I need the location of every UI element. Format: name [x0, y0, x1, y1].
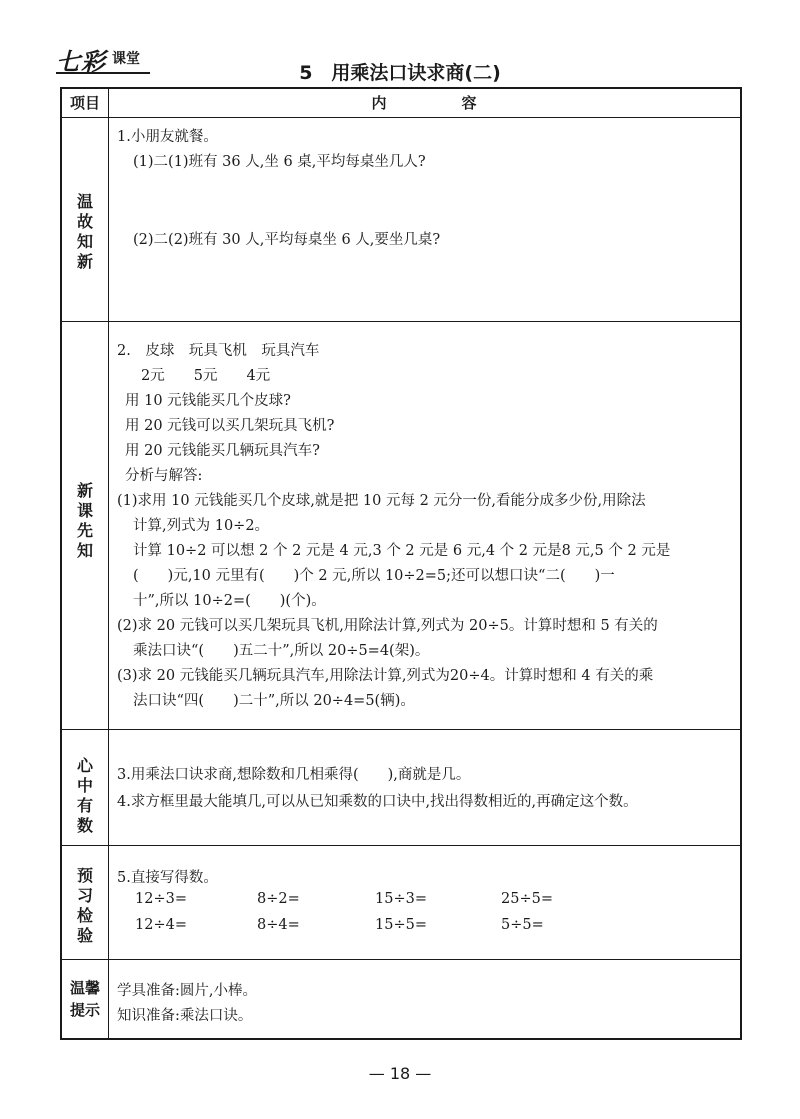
analysis-text: ( )元,10 元里有( )个 2 元,所以 10÷2=5;还可以想口诀“二( )一	[133, 568, 615, 584]
question-text: 用 10 元钱能买几个皮球?	[125, 393, 291, 409]
analysis-text: 计算,列式为 10÷2。	[133, 518, 270, 534]
page-number: — 18 —	[368, 1064, 432, 1083]
label-text: 温故知新	[77, 192, 94, 271]
row-divider	[62, 959, 740, 960]
lesson-table	[60, 87, 742, 1040]
question-text: (2)二(2)班有 30 人,平均每桌坐 6 人,要坐几桌?	[133, 232, 441, 248]
math-problem: 8÷2=	[257, 891, 300, 907]
tip-text: 知识准备:乘法口诀。	[117, 1008, 253, 1024]
question-text: 用 20 元钱能买几辆玩具汽车?	[125, 443, 320, 459]
tip-text: 3.用乘法口诀求商,想除数和几相乘得( ),商就是几。	[117, 767, 471, 783]
section-label-tips	[62, 977, 108, 1021]
analysis-text: 法口诀“四( )二十”,所以 20÷4=5(辆)。	[133, 693, 415, 709]
row-divider	[62, 117, 740, 118]
tip-text: 学具准备:圆片,小棒。	[117, 983, 257, 999]
section-label-mind	[62, 756, 108, 836]
math-problem: 25÷5=	[501, 891, 553, 907]
math-problem: 15÷5=	[375, 917, 427, 933]
analysis-heading: 分析与解答:	[125, 468, 203, 484]
math-problem: 12÷3=	[135, 891, 187, 907]
analysis-text: 计算 10÷2 可以想 2 个 2 元是 4 元,3 个 2 元是 6 元,4 个 2 元是8 元,5 个 2 元是	[133, 543, 671, 559]
label-text: 新课先知	[77, 481, 94, 560]
row-divider	[62, 845, 740, 846]
column-header-content: 内 容	[371, 94, 507, 112]
label-text: 预习检验	[77, 866, 94, 945]
math-problem: 8÷4=	[257, 917, 300, 933]
section-label-preview	[62, 481, 108, 561]
row-divider	[62, 729, 740, 730]
price-row: 2元 5元 4元	[141, 368, 271, 384]
label-text: 心中有数	[77, 756, 94, 835]
analysis-text: 十”,所以 10÷2=( )(个)。	[133, 593, 326, 609]
question-title: 2. 皮球 玩具飞机 玩具汽车	[117, 343, 320, 359]
math-problem: 5÷5=	[501, 917, 544, 933]
analysis-text: (1)求用 10 元钱能买几个皮球,就是把 10 元每 2 元分一份,看能分成多少份,用除法	[117, 493, 646, 509]
analysis-text: (3)求 20 元钱能买几辆玩具汽车,用除法计算,列式为20÷4。计算时想和 4 有关的乘	[117, 668, 654, 684]
question-title: 1.小朋友就餐。	[117, 129, 218, 145]
section-label-review	[62, 192, 108, 272]
tip-text: 4.求方框里最大能填几,可以从已知乘数的口诀中,找出得数相近的,再确定这个数。	[117, 794, 638, 810]
logo-text: 七彩	[56, 47, 106, 76]
label-text: 温馨提示	[69, 979, 100, 1019]
logo-subtext: 课堂	[112, 51, 140, 67]
section-label-check	[62, 866, 108, 946]
lesson-title: 5 用乘法口诀求商(二)	[299, 62, 501, 84]
column-header-item: 项目	[69, 94, 100, 112]
exercise-title: 5.直接写得数。	[117, 870, 218, 886]
question-text: (1)二(1)班有 36 人,坐 6 桌,平均每桌坐几人?	[133, 154, 426, 170]
row-divider	[62, 321, 740, 322]
analysis-text: (2)求 20 元钱可以买几架玩具飞机,用除法计算,列式为 20÷5。计算时想和 5 有关的	[117, 618, 658, 634]
column-divider	[108, 89, 109, 1038]
math-problem: 12÷4=	[135, 917, 187, 933]
analysis-text: 乘法口诀“( )五二十”,所以 20÷5=4(架)。	[133, 643, 430, 659]
math-problem: 15÷3=	[375, 891, 427, 907]
question-text: 用 20 元钱可以买几架玩具飞机?	[125, 418, 335, 434]
